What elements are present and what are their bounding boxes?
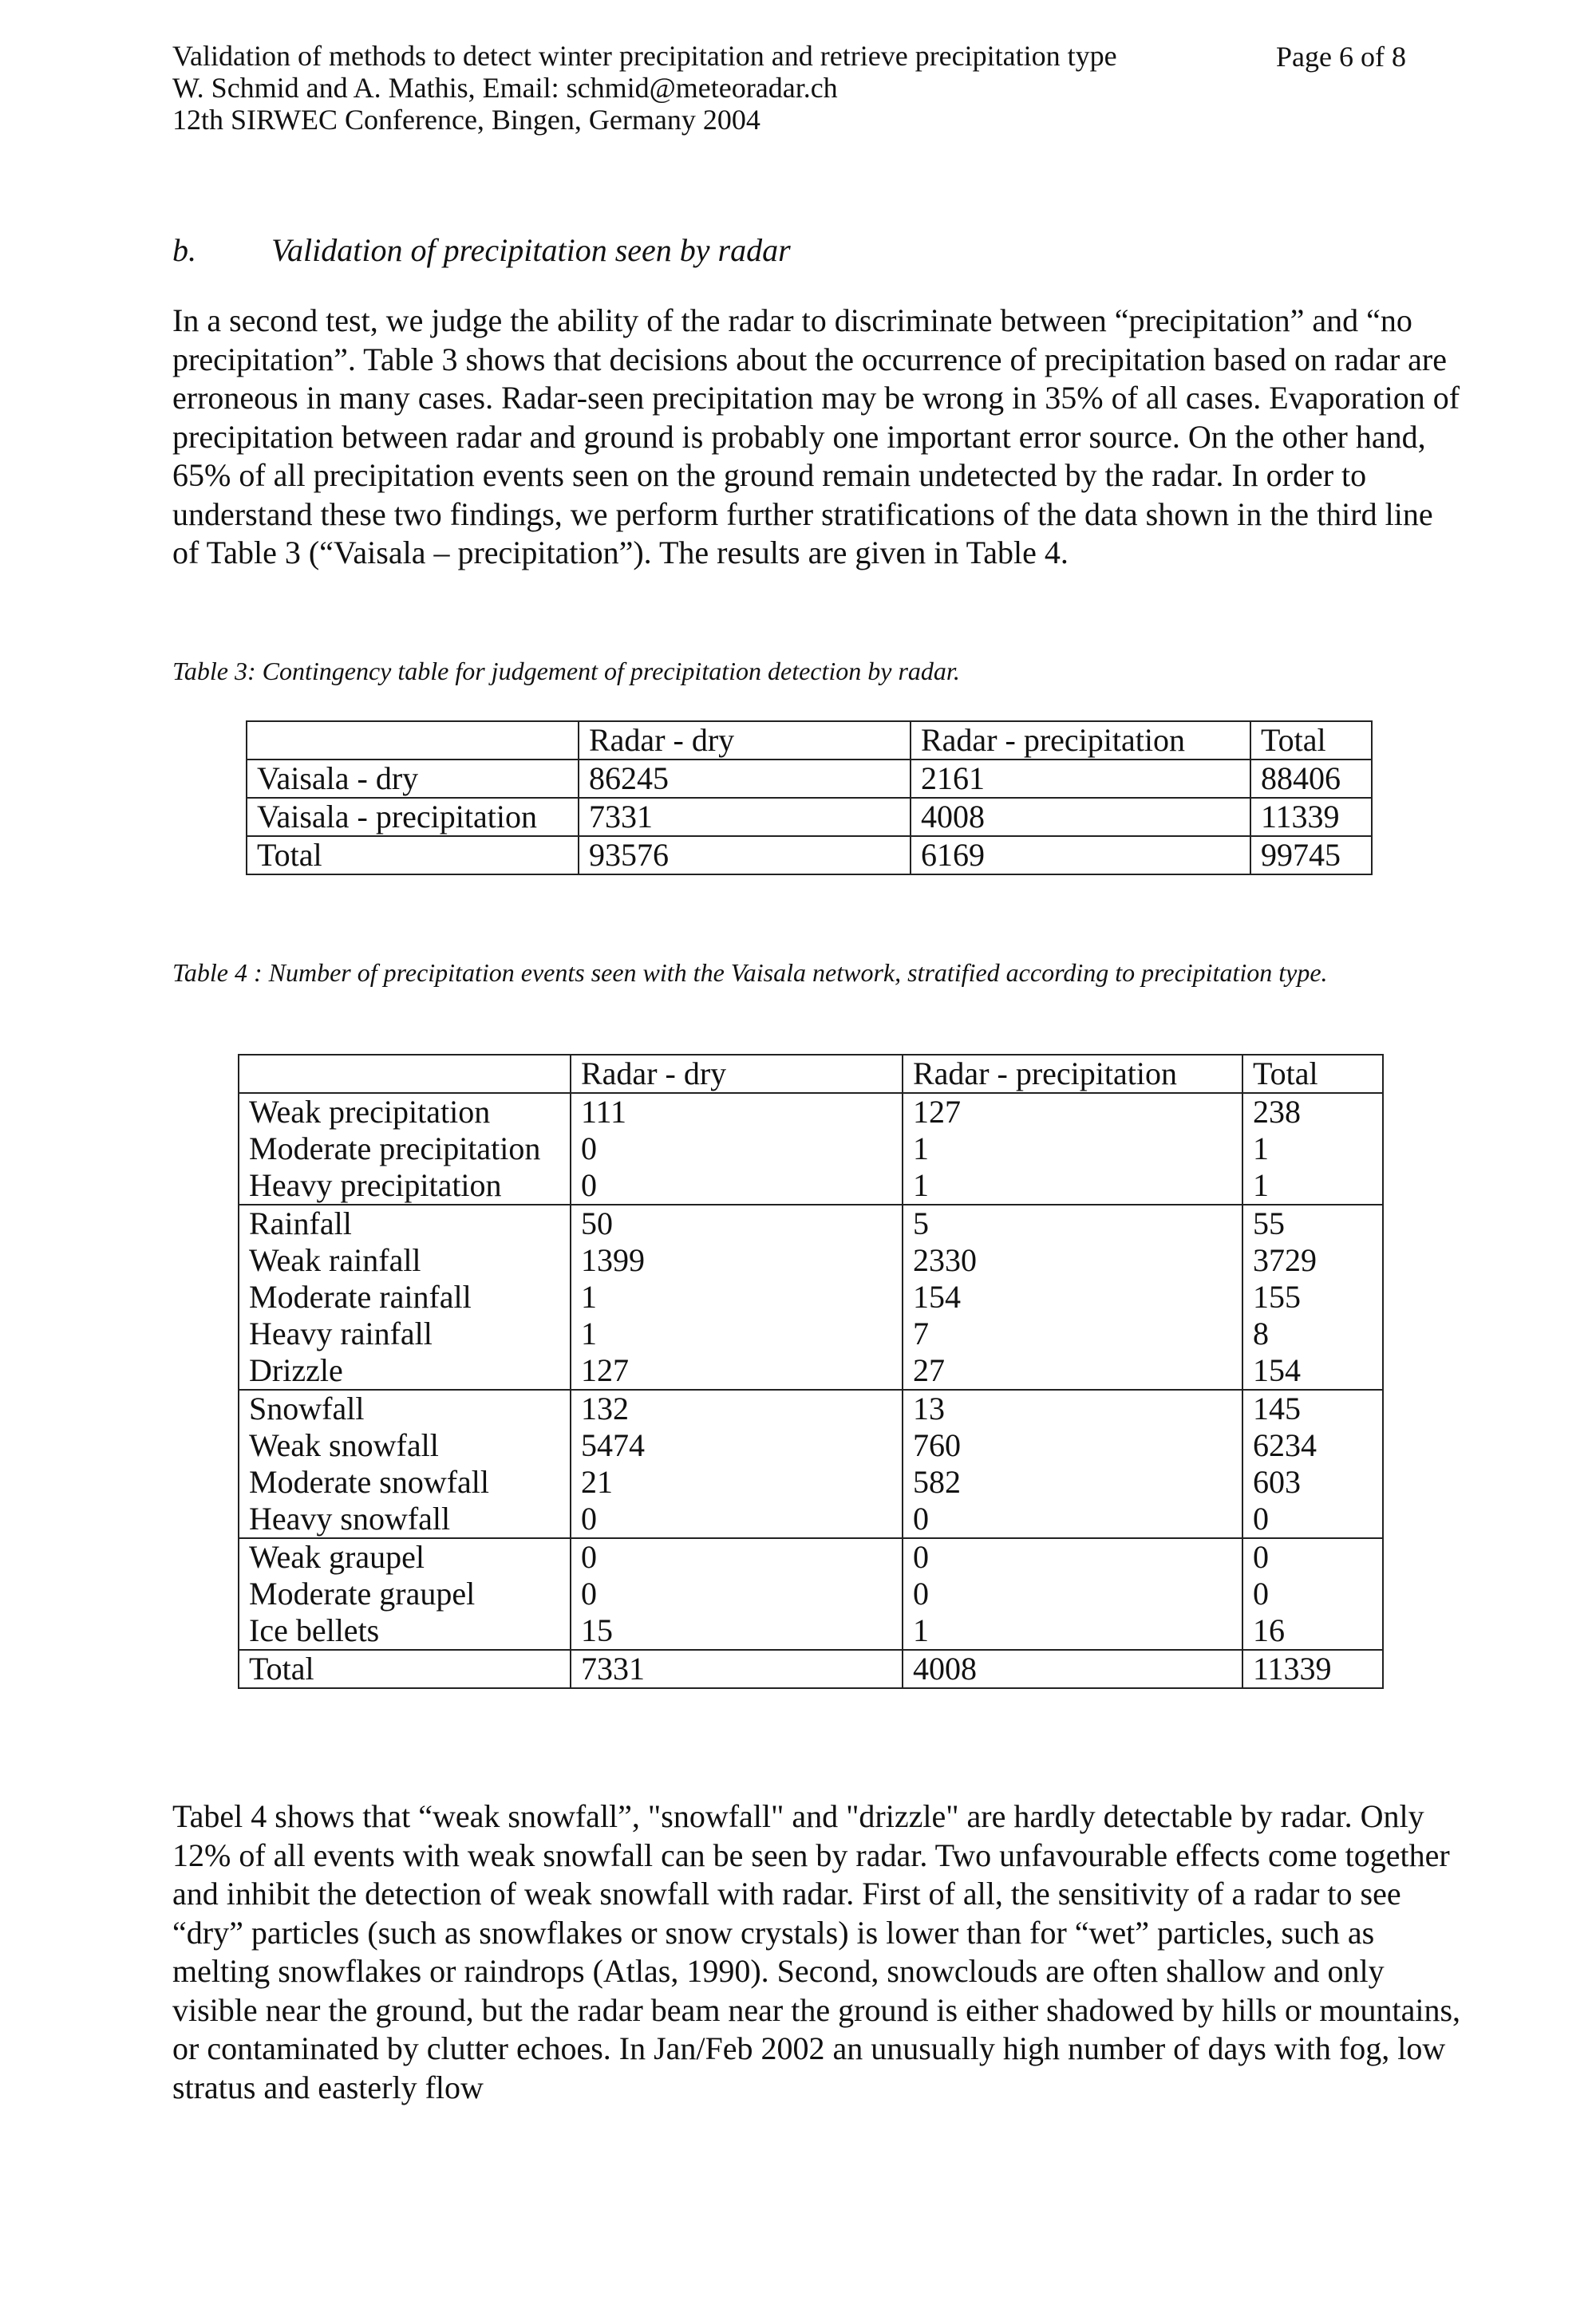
table-cell: 5 bbox=[903, 1205, 1242, 1242]
table-cell: 760 bbox=[903, 1427, 1242, 1464]
running-header bbox=[172, 40, 1117, 136]
table-cell: 16 bbox=[1242, 1612, 1383, 1650]
table-cell: Weak rainfall bbox=[239, 1242, 571, 1279]
paragraph-intro: In a second test, we judge the ability of the radar to discriminate between “precipitation” and “no precipitation”. Table 3 shows that decisions about the occurrence of precipitation based on radar are erroneous in many cases. Radar-seen precipitation may be wrong in 35% of all cases. Evaporation of precipitation between radar and ground is probably one important error source. On the other hand, 65% of all precipitation events seen on the ground remain undetected by the radar. In order to understand these two findings, we perform further stratifications of the data shown in the third line of Table 3 (“Vaisala – precipitation”). The results are given in Table 4. bbox=[172, 302, 1460, 570]
table-cell: Ice bellets bbox=[239, 1612, 571, 1650]
section-letter: b. bbox=[172, 232, 196, 268]
table-cell: Heavy rainfall bbox=[239, 1316, 571, 1352]
table-cell: 88406 bbox=[1250, 760, 1372, 798]
table-cell: 111 bbox=[571, 1093, 903, 1130]
contingency-table bbox=[246, 720, 1373, 875]
table-cell: 127 bbox=[571, 1352, 903, 1390]
table-row bbox=[247, 836, 1372, 874]
table-cell: 155 bbox=[1242, 1279, 1383, 1316]
table-row bbox=[239, 1538, 1383, 1576]
header-authors: W. Schmid and A. Mathis, Email: schmid@meteoradar.ch bbox=[172, 72, 838, 104]
table-cell: 1 bbox=[903, 1167, 1242, 1205]
table-row bbox=[239, 1279, 1383, 1316]
table-cell: 154 bbox=[1242, 1352, 1383, 1390]
table-cell: 127 bbox=[903, 1093, 1242, 1130]
table-row bbox=[239, 1093, 1383, 1130]
table-cell: 11339 bbox=[1250, 798, 1372, 836]
table-cell: Total bbox=[239, 1650, 571, 1688]
table-cell: Moderate precipitation bbox=[239, 1130, 571, 1167]
table-cell: 27 bbox=[903, 1352, 1242, 1390]
table-cell: 0 bbox=[571, 1538, 903, 1576]
table-cell: 1 bbox=[1242, 1130, 1383, 1167]
table-cell: 1399 bbox=[571, 1242, 903, 1279]
table-row bbox=[239, 1501, 1383, 1538]
table-cell: 0 bbox=[571, 1576, 903, 1612]
table-cell: 1 bbox=[903, 1612, 1242, 1650]
table-cell: 0 bbox=[903, 1576, 1242, 1612]
table-cell: 2330 bbox=[903, 1242, 1242, 1279]
table-cell: Heavy precipitation bbox=[239, 1167, 571, 1205]
table-cell: Moderate rainfall bbox=[239, 1279, 571, 1316]
table-cell: 86245 bbox=[579, 760, 911, 798]
table-cell: 0 bbox=[571, 1167, 903, 1205]
table-cell: 238 bbox=[1242, 1093, 1383, 1130]
header-title: Validation of methods to detect winter precipitation and retrieve precipitation type bbox=[172, 40, 1117, 72]
table-cell: 6234 bbox=[1242, 1427, 1383, 1464]
table3-header-cell: Total bbox=[1250, 721, 1372, 760]
table-row bbox=[247, 760, 1372, 798]
table-cell: 1 bbox=[571, 1279, 903, 1316]
table-cell: Moderate snowfall bbox=[239, 1464, 571, 1501]
table-cell: 50 bbox=[571, 1205, 903, 1242]
header-conference: 12th SIRWEC Conference, Bingen, Germany 2004 bbox=[172, 104, 760, 136]
table-cell: 7331 bbox=[579, 798, 911, 836]
table-cell: 5474 bbox=[571, 1427, 903, 1464]
table-row bbox=[239, 1130, 1383, 1167]
table-cell: 3729 bbox=[1242, 1242, 1383, 1279]
table-cell: 4008 bbox=[903, 1650, 1242, 1688]
table-cell: 154 bbox=[903, 1279, 1242, 1316]
table-cell: 132 bbox=[571, 1390, 903, 1427]
table-cell: Weak snowfall bbox=[239, 1427, 571, 1464]
table-cell: 13 bbox=[903, 1390, 1242, 1427]
table-cell: 7331 bbox=[571, 1650, 903, 1688]
table-cell: 145 bbox=[1242, 1390, 1383, 1427]
table-cell: 7 bbox=[903, 1316, 1242, 1352]
table-cell: Weak graupel bbox=[239, 1538, 571, 1576]
table-cell: 1 bbox=[1242, 1167, 1383, 1205]
table-row bbox=[239, 1167, 1383, 1205]
table-row bbox=[247, 798, 1372, 836]
table4-caption: Table 4 : Number of precipitation events seen with the Vaisala network, stratified according to precipitation type. bbox=[172, 958, 1328, 987]
table4-header-cell bbox=[239, 1055, 571, 1093]
table-cell: 99745 bbox=[1250, 836, 1372, 874]
table-row bbox=[239, 1205, 1383, 1242]
table-cell: 2161 bbox=[911, 760, 1250, 798]
table-cell: 21 bbox=[571, 1464, 903, 1501]
paragraph-discussion: Tabel 4 shows that “weak snowfall”, "snowfall" and "drizzle" are hardly detectable by radar. Only 12% of all events with weak snowfall can be seen by radar. Two unfavourable effects come together and inhibit the detection of weak snowfall with radar. First of all, the sensitivity of a radar to see “dry” particles (such as snowflakes or snow crystals) is lower than for “wet” particles, such as melting snowflakes or raindrops (Atlas, 1990). Second, snowclouds are often shallow and only visible near the ground, but the radar beam near the ground is either shadowed by hills or mountains, or contaminated by clutter echoes. In Jan/Feb 2002 an unusually high number of days with fog, low stratus and easterly flow bbox=[172, 1798, 1461, 2105]
table-cell: 0 bbox=[1242, 1501, 1383, 1538]
table-row bbox=[239, 1464, 1383, 1501]
table-cell: 0 bbox=[1242, 1576, 1383, 1612]
table-row bbox=[239, 1427, 1383, 1464]
table-row bbox=[239, 1242, 1383, 1279]
table-row bbox=[239, 1352, 1383, 1390]
table4-header-cell: Total bbox=[1242, 1055, 1383, 1093]
precipitation-type-table bbox=[238, 1054, 1384, 1689]
table-cell: 0 bbox=[1242, 1538, 1383, 1576]
table-cell: 603 bbox=[1242, 1464, 1383, 1501]
table-row bbox=[239, 1390, 1383, 1427]
section-title-text: Validation of precipitation seen by radar bbox=[271, 232, 791, 268]
table-cell: 1 bbox=[903, 1130, 1242, 1167]
table4-header-cell: Radar - dry bbox=[571, 1055, 903, 1093]
table3-caption: Table 3: Contingency table for judgement of precipitation detection by radar. bbox=[172, 657, 960, 685]
table3-header-row bbox=[247, 721, 1372, 760]
table-cell: 0 bbox=[903, 1538, 1242, 1576]
table-cell: Heavy snowfall bbox=[239, 1501, 571, 1538]
table-cell: Rainfall bbox=[239, 1205, 571, 1242]
table-cell: 1 bbox=[571, 1316, 903, 1352]
table-cell: 8 bbox=[1242, 1316, 1383, 1352]
table-cell: 582 bbox=[903, 1464, 1242, 1501]
table-cell: Total bbox=[247, 836, 579, 874]
table-cell: 0 bbox=[571, 1130, 903, 1167]
table-cell: 6169 bbox=[911, 836, 1250, 874]
table-cell: Weak precipitation bbox=[239, 1093, 571, 1130]
table-cell: 0 bbox=[571, 1501, 903, 1538]
table-cell: 93576 bbox=[579, 836, 911, 874]
table-cell: 4008 bbox=[911, 798, 1250, 836]
table-cell: Drizzle bbox=[239, 1352, 571, 1390]
section-heading bbox=[172, 231, 791, 269]
table4-header-row bbox=[239, 1055, 1383, 1093]
table4-header-cell: Radar - precipitation bbox=[903, 1055, 1242, 1093]
table3-header-cell: Radar - precipitation bbox=[911, 721, 1250, 760]
table-row bbox=[239, 1650, 1383, 1688]
table3-header-cell bbox=[247, 721, 579, 760]
table-cell: 15 bbox=[571, 1612, 903, 1650]
table3-header-cell: Radar - dry bbox=[579, 721, 911, 760]
table-cell: 0 bbox=[903, 1501, 1242, 1538]
table-cell: Vaisala - precipitation bbox=[247, 798, 579, 836]
table-cell: Vaisala - dry bbox=[247, 760, 579, 798]
table-cell: 11339 bbox=[1242, 1650, 1383, 1688]
table-row bbox=[239, 1576, 1383, 1612]
page-number: Page 6 of 8 bbox=[1276, 41, 1406, 73]
table-row bbox=[239, 1316, 1383, 1352]
table-cell: 55 bbox=[1242, 1205, 1383, 1242]
table-cell: Moderate graupel bbox=[239, 1576, 571, 1612]
table-cell: Snowfall bbox=[239, 1390, 571, 1427]
table-row bbox=[239, 1612, 1383, 1650]
